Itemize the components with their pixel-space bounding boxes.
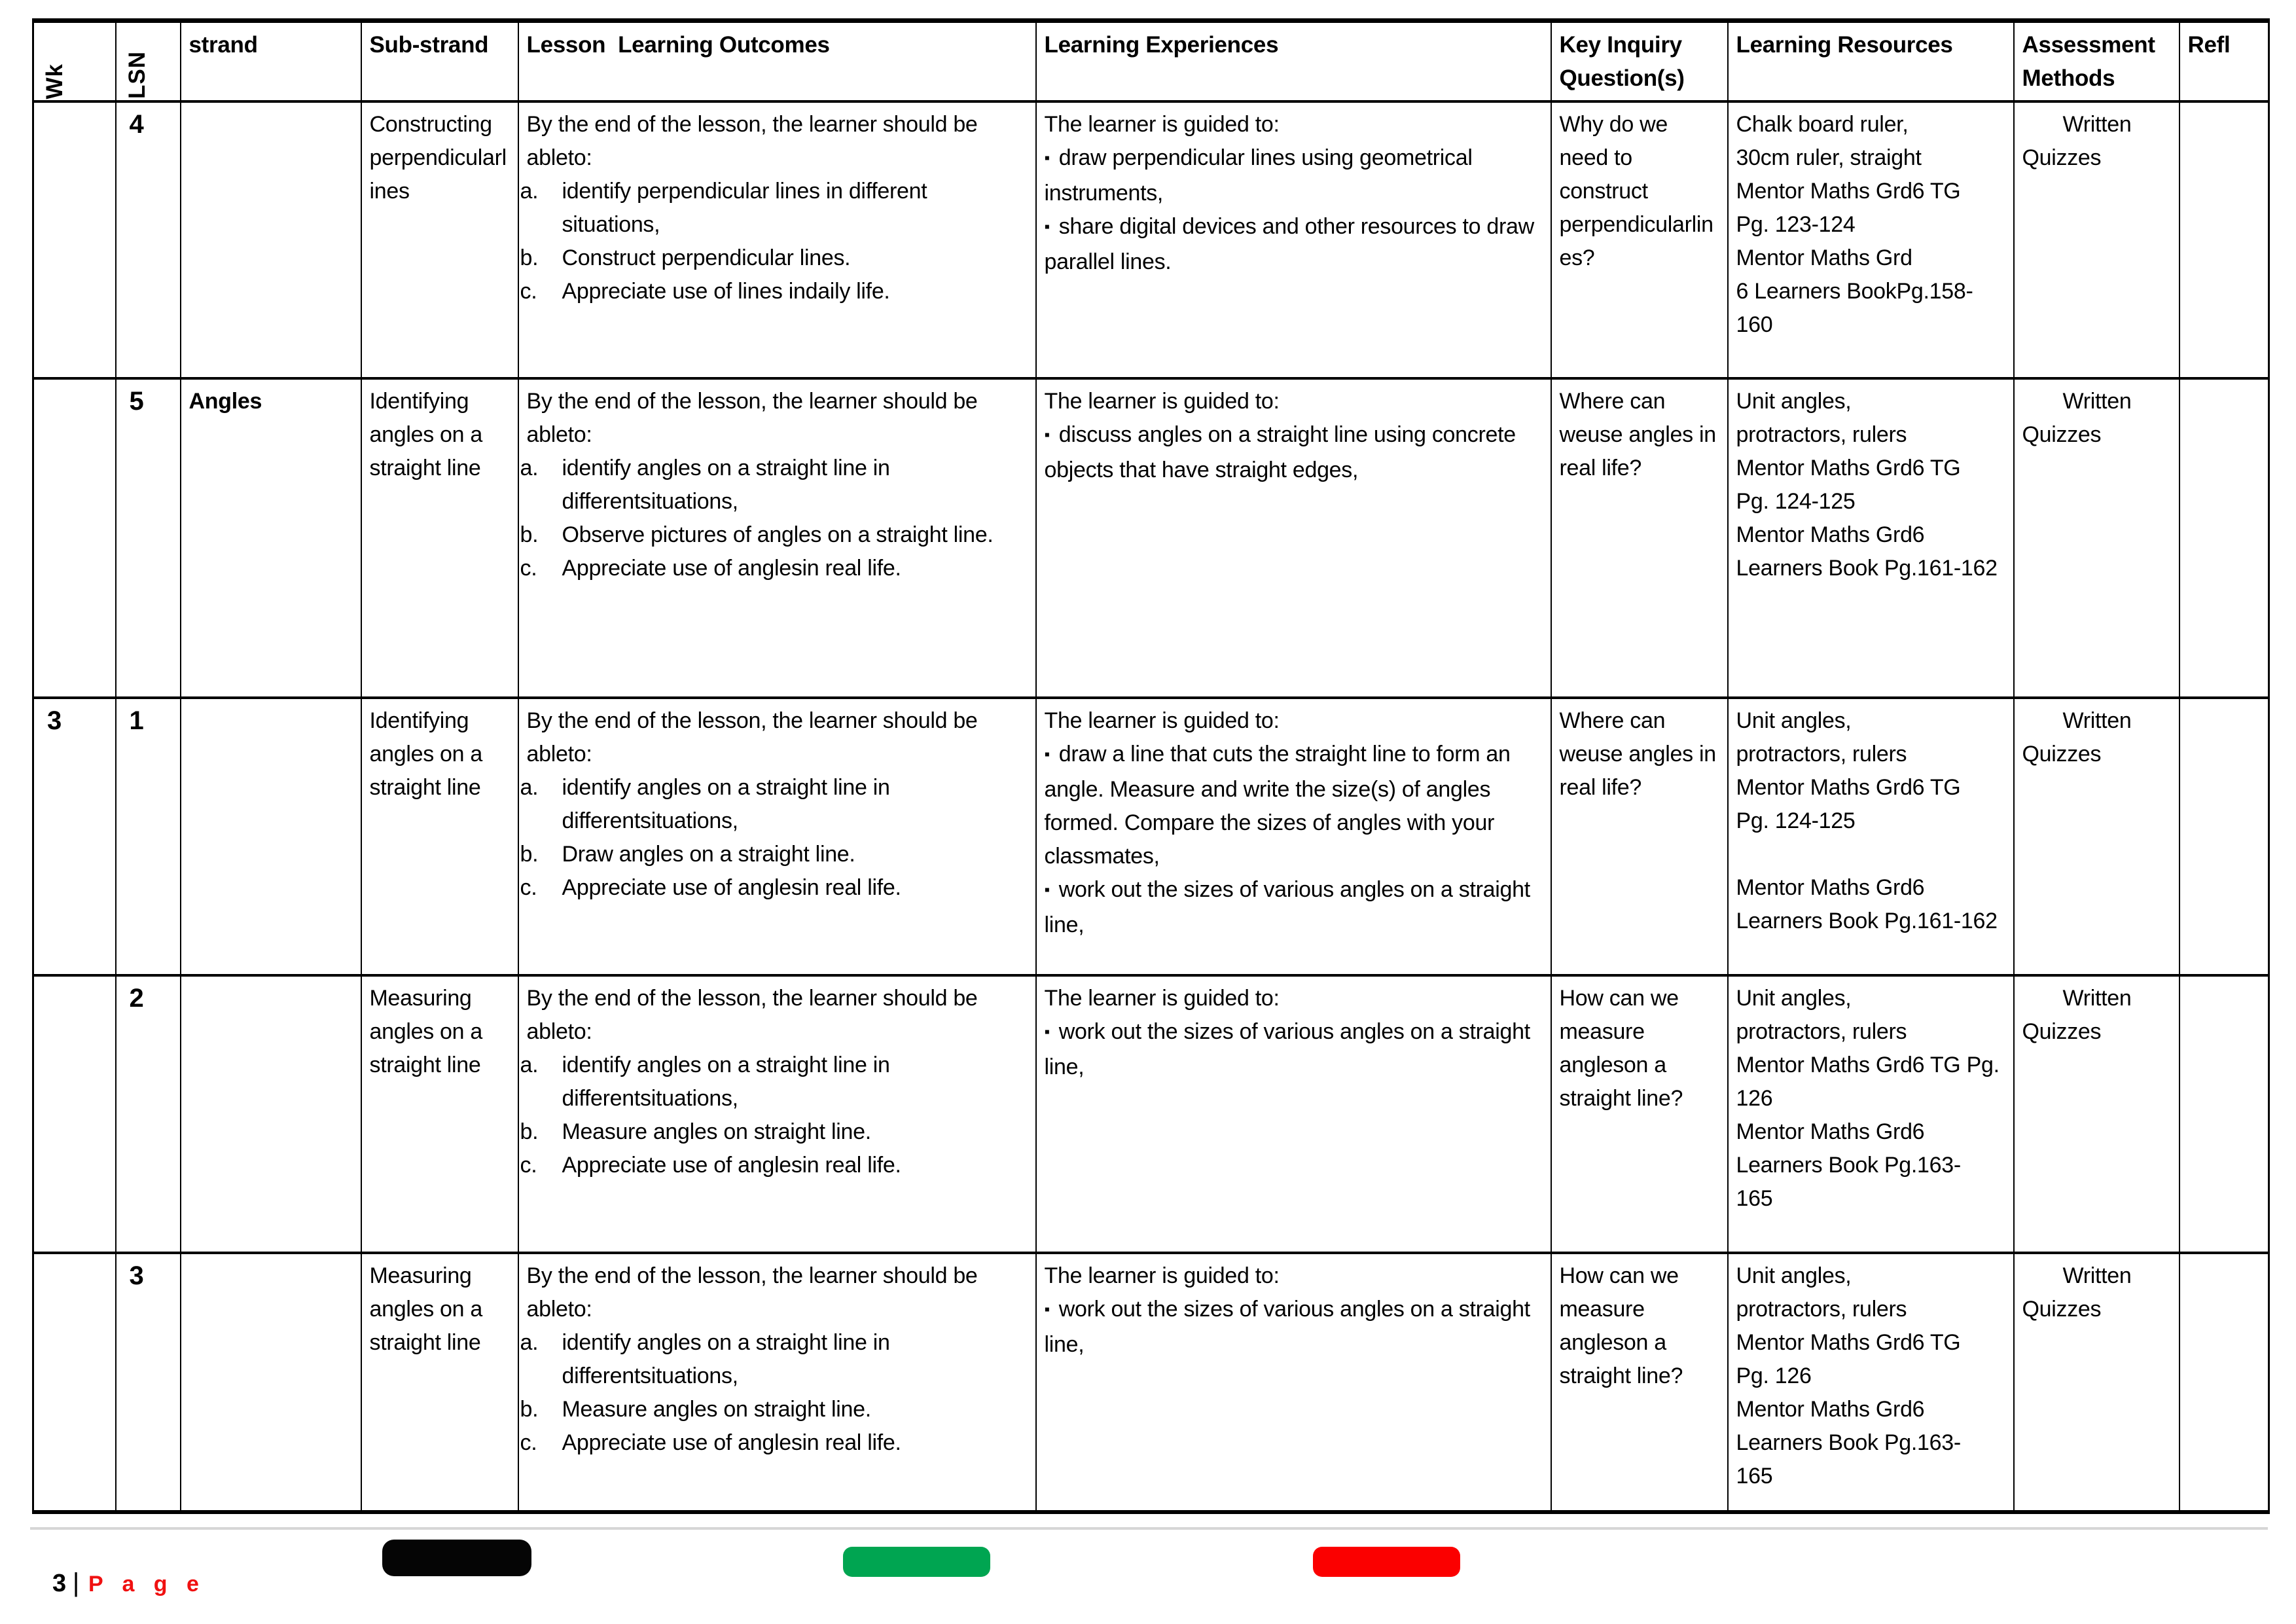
- resource-line: Mentor Maths Grd6 TG: [1736, 775, 1961, 800]
- wk-cell: [33, 378, 116, 698]
- assessment-line: Quizzes: [2022, 1297, 2102, 1322]
- square-bullet-icon: ▪: [1044, 426, 1050, 444]
- column-header-lsn: [116, 21, 181, 102]
- outcomes-list: [520, 1049, 1029, 1182]
- experiences-list: [1045, 738, 1544, 942]
- outcomes-cell: [518, 698, 1036, 975]
- lsn-cell: 5: [116, 378, 181, 698]
- wk-cell: [33, 975, 116, 1253]
- resources-list: [1736, 982, 2007, 1216]
- outcome-item: a. identify angles on a straight line in differentsituations,: [520, 775, 890, 833]
- outcomes-list: [520, 771, 1029, 905]
- column-header-assessment: Assessment Methods: [2014, 21, 2179, 102]
- resource-line: Unit angles,: [1736, 389, 1852, 414]
- outcomes-list: [520, 1326, 1029, 1460]
- black-highlight-pill: [382, 1540, 531, 1576]
- square-bullet-icon: ▪: [1044, 149, 1050, 167]
- lsn-vertical-label: LSN: [124, 51, 150, 99]
- column-header-strand: strand: [181, 21, 361, 102]
- wk-cell: 3: [33, 698, 116, 975]
- square-bullet-icon: ▪: [1044, 1301, 1050, 1318]
- resource-line: Unit angles,: [1736, 708, 1852, 733]
- wk-cell: [33, 101, 116, 378]
- lsn-cell: 3: [116, 1253, 181, 1512]
- resource-line: Mentor Maths Grd6: [1736, 1397, 1925, 1422]
- outcomes-list: [520, 452, 1029, 585]
- sub-strand-cell: Measuring angles on a straight line: [361, 975, 518, 1253]
- assessment-lines: [2022, 1259, 2172, 1326]
- red-highlight-pill: [1313, 1547, 1460, 1577]
- outcomes-intro: By the end of the lesson, the learner should be ableto:: [526, 112, 978, 170]
- resource-line: Pg. 123-124: [1736, 212, 1856, 237]
- experiences-list: [1045, 1015, 1544, 1084]
- sub-strand-cell: Identifying angles on a straight line: [361, 378, 518, 698]
- outcomes-intro: By the end of the lesson, the learner should be ableto:: [526, 1263, 978, 1322]
- assessment-line: Written: [2062, 986, 2132, 1011]
- experiences-intro: The learner is guided to:: [1044, 112, 1280, 137]
- column-header-key-inquiry: Key Inquiry Question(s): [1551, 21, 1728, 102]
- experiences-cell: [1036, 698, 1551, 975]
- resource-line: Mentor Maths Grd6 TG: [1736, 179, 1961, 204]
- resource-line: Mentor Maths Grd6: [1736, 875, 1925, 900]
- resource-line: 165: [1736, 1186, 1773, 1211]
- assessment-lines: [2022, 108, 2172, 175]
- resource-line: Unit angles,: [1736, 986, 1852, 1011]
- outcome-item: c. Appreciate use of anglesin real life.: [520, 1153, 901, 1178]
- outcome-item: a. identify angles on a straight line in differentsituations,: [520, 1330, 890, 1388]
- assessment-cell: [2014, 975, 2179, 1253]
- resource-line: Pg. 124-125: [1736, 808, 1856, 833]
- experiences-cell: [1036, 975, 1551, 1253]
- resource-line: Pg. 126: [1736, 1363, 1812, 1388]
- column-header-sub-strand: Sub-strand: [361, 21, 518, 102]
- experience-bullet: ▪ share digital devices and other resources to draw parallel lines.: [1044, 214, 1534, 274]
- sub-strand-cell: Constructing perpendicularlines: [361, 101, 518, 378]
- outcomes-cell: [518, 101, 1036, 378]
- resource-line: Learners Book Pg.163-: [1736, 1153, 1961, 1178]
- resource-line: Learners Book Pg.163-: [1736, 1430, 1961, 1455]
- page-number: 3: [52, 1570, 66, 1597]
- resources-list: [1736, 704, 2007, 938]
- column-header-experiences: Learning Experiences: [1036, 21, 1551, 102]
- resource-line: 160: [1736, 312, 1773, 337]
- resource-line: Mentor Maths Grd6: [1736, 1119, 1925, 1144]
- resources-list: [1736, 385, 2007, 585]
- sub-strand-cell: Identifying angles on a straight line: [361, 698, 518, 975]
- outcome-item: b. Draw angles on a straight line.: [520, 842, 855, 867]
- resources-cell: [1728, 1253, 2014, 1512]
- resource-line: protractors, rulers: [1736, 422, 1907, 447]
- outcomes-intro: By the end of the lesson, the learner should be ableto:: [526, 389, 978, 447]
- refl-cell: [2179, 975, 2269, 1253]
- assessment-lines: [2022, 385, 2172, 452]
- resource-line: Mentor Maths Grd6 TG: [1736, 1330, 1961, 1355]
- resource-line: Mentor Maths Grd6 TG: [1736, 456, 1961, 480]
- scheme-of-work-table: [32, 18, 2270, 1514]
- assessment-cell: [2014, 378, 2179, 698]
- table-header-row: [33, 21, 2269, 102]
- refl-cell: [2179, 1253, 2269, 1512]
- wk-vertical-label: Wk: [42, 63, 67, 99]
- assessment-line: Written: [2062, 389, 2132, 414]
- resource-line: Mentor Maths Grd6 TG Pg.: [1736, 1053, 2000, 1077]
- refl-cell: [2179, 378, 2269, 698]
- strand-cell: [181, 101, 361, 378]
- page-footer: [52, 1564, 206, 1602]
- assessment-line: Quizzes: [2022, 742, 2102, 767]
- page-word: P a g e: [88, 1572, 206, 1597]
- resource-line: Pg. 124-125: [1736, 489, 1856, 514]
- assessment-lines: [2022, 982, 2172, 1049]
- assessment-line: Written: [2062, 112, 2132, 137]
- outcome-item: b. Measure angles on straight line.: [520, 1397, 871, 1422]
- experience-bullet: ▪ work out the sizes of various angles on a straight line,: [1044, 877, 1530, 937]
- resource-line: Learners Book Pg.161-162: [1736, 556, 1998, 581]
- table-row: [33, 378, 2269, 698]
- experiences-list: [1045, 418, 1544, 487]
- key-inquiry-cell: Where can weuse angles in real life?: [1551, 698, 1728, 975]
- square-bullet-icon: ▪: [1044, 218, 1050, 236]
- strand-cell: [181, 698, 361, 975]
- experiences-list: [1045, 1293, 1544, 1362]
- experiences-intro: The learner is guided to:: [1044, 1263, 1280, 1288]
- assessment-cell: [2014, 101, 2179, 378]
- resource-line: Mentor Maths Grd6: [1736, 522, 1925, 547]
- outcome-item: c. Appreciate use of anglesin real life.: [520, 1430, 901, 1455]
- outcome-item: c. Appreciate use of lines indaily life.: [520, 279, 890, 304]
- experience-bullet: ▪ draw a line that cuts the straight line to form an angle. Measure and write the size(s) of angles formed. Compare the sizes of angles with your classmates,: [1044, 742, 1511, 869]
- resource-line: Chalk board ruler,: [1736, 112, 1909, 137]
- column-header-resources: Learning Resources: [1728, 21, 2014, 102]
- refl-cell: [2179, 101, 2269, 378]
- outcome-item: c. Appreciate use of anglesin real life.: [520, 875, 901, 900]
- key-inquiry-cell: Why do we need to construct perpendicularlines?: [1551, 101, 1728, 378]
- resource-line: Unit angles,: [1736, 1263, 1852, 1288]
- outcome-item: a. identify angles on a straight line in differentsituations,: [520, 456, 890, 514]
- experiences-list: [1045, 141, 1544, 279]
- resource-line: protractors, rulers: [1736, 1297, 1907, 1322]
- key-inquiry-cell: How can we measure angleson a straight line?: [1551, 975, 1728, 1253]
- resource-line: 6 Learners BookPg.158-: [1736, 279, 1973, 304]
- refl-cell: [2179, 698, 2269, 975]
- resources-cell: [1728, 101, 2014, 378]
- outcomes-cell: [518, 1253, 1036, 1512]
- experience-bullet: ▪ discuss angles on a straight line using concrete objects that have straight edges,: [1044, 422, 1516, 482]
- square-bullet-icon: ▪: [1044, 746, 1050, 763]
- outcome-item: b. Construct perpendicular lines.: [520, 245, 851, 270]
- experiences-cell: [1036, 101, 1551, 378]
- table-row: [33, 698, 2269, 975]
- strand-cell: [181, 975, 361, 1253]
- outcomes-cell: [518, 975, 1036, 1253]
- column-header-refl: Refl: [2179, 21, 2269, 102]
- outcomes-intro: By the end of the lesson, the learner should be ableto:: [526, 986, 978, 1044]
- square-bullet-icon: ▪: [1044, 1023, 1050, 1041]
- experience-bullet: ▪ work out the sizes of various angles on a straight line,: [1044, 1297, 1530, 1357]
- outcome-item: b. Observe pictures of angles on a straight line.: [520, 522, 994, 547]
- resources-cell: [1728, 378, 2014, 698]
- key-inquiry-cell: How can we measure angleson a straight line?: [1551, 1253, 1728, 1512]
- table-row: [33, 1253, 2269, 1512]
- sub-strand-cell: Measuring angles on a straight line: [361, 1253, 518, 1512]
- resource-line: 126: [1736, 1086, 1773, 1111]
- experiences-cell: [1036, 378, 1551, 698]
- column-header-outcomes: Lesson Learning Outcomes: [518, 21, 1036, 102]
- experience-bullet: ▪ work out the sizes of various angles on a straight line,: [1044, 1019, 1530, 1079]
- page-footer-separator: |: [72, 1568, 79, 1597]
- lsn-cell: 4: [116, 101, 181, 378]
- table-row: [33, 975, 2269, 1253]
- outcome-item: a. identify angles on a straight line in differentsituations,: [520, 1053, 890, 1111]
- assessment-cell: [2014, 698, 2179, 975]
- lsn-cell: 2: [116, 975, 181, 1253]
- outcomes-list: [520, 175, 1029, 308]
- experiences-cell: [1036, 1253, 1551, 1512]
- outcomes-intro: By the end of the lesson, the learner should be ableto:: [526, 708, 978, 767]
- strand-cell: Angles: [181, 378, 361, 698]
- outcome-item: c. Appreciate use of anglesin real life.: [520, 556, 901, 581]
- resources-list: [1736, 1259, 2007, 1493]
- resource-line: protractors, rulers: [1736, 1019, 1907, 1044]
- table-row: [33, 101, 2269, 378]
- square-bullet-icon: ▪: [1044, 881, 1050, 899]
- resource-line: Mentor Maths Grd: [1736, 245, 1912, 270]
- footer-divider-rule: [30, 1527, 2268, 1530]
- outcome-item: b. Measure angles on straight line.: [520, 1119, 871, 1144]
- assessment-line: Written: [2062, 1263, 2132, 1288]
- outcome-item: a. identify perpendicular lines in different situations,: [520, 179, 927, 237]
- strand-cell: [181, 1253, 361, 1512]
- assessment-line: Quizzes: [2022, 145, 2102, 170]
- assessment-cell: [2014, 1253, 2179, 1512]
- resource-line: 165: [1736, 1464, 1773, 1489]
- resource-line: [1736, 838, 2007, 871]
- resource-line: Learners Book Pg.161-162: [1736, 909, 1998, 933]
- resource-line: 30cm ruler, straight: [1736, 145, 1922, 170]
- experiences-intro: The learner is guided to:: [1044, 389, 1280, 414]
- resource-line: protractors, rulers: [1736, 742, 1907, 767]
- experiences-intro: The learner is guided to:: [1044, 708, 1280, 733]
- key-inquiry-cell: Where can weuse angles in real life?: [1551, 378, 1728, 698]
- wk-cell: [33, 1253, 116, 1512]
- resources-cell: [1728, 698, 2014, 975]
- assessment-lines: [2022, 704, 2172, 771]
- column-header-wk: [33, 21, 116, 102]
- experience-bullet: ▪ draw perpendicular lines using geometrical instruments,: [1044, 145, 1473, 206]
- resources-list: [1736, 108, 2007, 342]
- outcomes-cell: [518, 378, 1036, 698]
- assessment-line: Written: [2062, 708, 2132, 733]
- assessment-line: Quizzes: [2022, 1019, 2102, 1044]
- experiences-intro: The learner is guided to:: [1044, 986, 1280, 1011]
- assessment-line: Quizzes: [2022, 422, 2102, 447]
- lsn-cell: 1: [116, 698, 181, 975]
- green-highlight-pill: [843, 1547, 990, 1577]
- resources-cell: [1728, 975, 2014, 1253]
